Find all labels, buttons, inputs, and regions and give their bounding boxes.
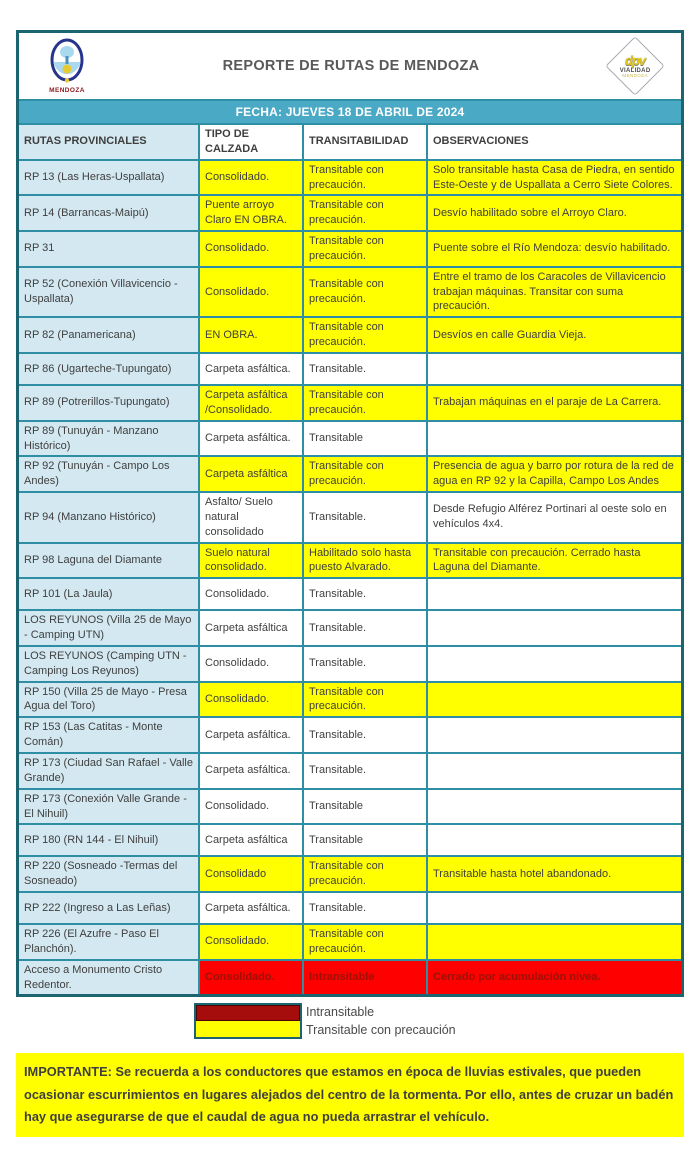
transit-cell: Transitable.	[302, 354, 426, 384]
transit-cell: Transitable con precaución.	[302, 457, 426, 491]
legend-label-precaucion: Transitable con precaución	[306, 1023, 456, 1038]
calzada-cell: Carpeta asfáltica.	[198, 718, 302, 752]
transit-cell: Transitable con precaución.	[302, 386, 426, 420]
vialidad-mendoza-logo	[603, 45, 667, 87]
obs-cell	[426, 790, 681, 824]
calzada-cell: Consolidado.	[198, 790, 302, 824]
obs-cell: Cerrado por acumulación nivea.	[426, 961, 681, 995]
route-cell: RP 173 (Conexión Valle Grande - El Nihuil)	[19, 790, 198, 824]
table-row	[19, 855, 681, 891]
table-row	[19, 959, 681, 995]
transit-cell: Transitable con precaución.	[302, 196, 426, 230]
transit-cell: Transitable con precaución.	[302, 161, 426, 195]
dpv-vialidad-label: VIALIDAD	[619, 67, 651, 74]
page-title: REPORTE DE RUTAS DE MENDOZA	[222, 58, 480, 74]
legend-swatch-intransitable	[196, 1005, 300, 1021]
obs-cell	[426, 893, 681, 923]
route-cell: RP 222 (Ingreso a Las Leñas)	[19, 893, 198, 923]
transit-cell: Transitable con precaución.	[302, 683, 426, 717]
table-row	[19, 420, 681, 456]
column-header-transitabilidad: TRANSITABILIDAD	[302, 125, 426, 159]
obs-cell	[426, 579, 681, 609]
calzada-cell: Carpeta asfáltica	[198, 457, 302, 491]
calzada-cell: Carpeta asfáltica.	[198, 422, 302, 456]
obs-cell: Desde Refugio Alférez Portinari al oeste solo en vehículos 4x4.	[426, 493, 681, 542]
obs-cell: Entre el tramo de los Caracoles de Villavicencio trabajan máquinas. Transitar con suma precaución.	[426, 268, 681, 317]
route-cell: RP 89 (Potrerillos-Tupungato)	[19, 386, 198, 420]
date-bar: FECHA: JUEVES 18 DE ABRIL DE 2024	[19, 99, 681, 125]
route-cell: RP 89 (Tunuyán - Manzano Histórico)	[19, 422, 198, 456]
obs-cell: Desvío habilitado sobre el Arroyo Claro.	[426, 196, 681, 230]
obs-cell: Puente sobre el Río Mendoza: desvío habilitado.	[426, 232, 681, 266]
route-cell: RP 13 (Las Heras-Uspallata)	[19, 161, 198, 195]
calzada-cell: Consolidado	[198, 857, 302, 891]
transit-cell: Transitable	[302, 825, 426, 855]
important-note: IMPORTANTE: Se recuerda a los conductores que estamos en época de lluvias estivales, que pueden ocasionar escurrimientos en lugares alejados del centro de la tormenta. Por ello, antes de cruzar un badén hay que asegurarse de que el caudal de agua no pueda arrastrar el vehículo.	[16, 1053, 684, 1136]
table-row	[19, 609, 681, 645]
table-row	[19, 455, 681, 491]
route-cell: RP 82 (Panamericana)	[19, 318, 198, 352]
calzada-cell: Asfalto/ Suelo natural consolidado	[198, 493, 302, 542]
route-cell: RP 220 (Sosneado -Termas del Sosneado)	[19, 857, 198, 891]
column-header-rutas: RUTAS PROVINCIALES	[19, 125, 198, 159]
dpv-script-text: dpv	[624, 52, 646, 68]
route-cell: RP 94 (Manzano Histórico)	[19, 493, 198, 542]
transit-cell: Habilitado solo hasta puesto Alvarado.	[302, 544, 426, 578]
legend-labels	[306, 1003, 456, 1039]
calzada-cell: Carpeta asfáltica.	[198, 754, 302, 788]
calzada-cell: Consolidado.	[198, 268, 302, 317]
obs-cell: Desvíos en calle Guardia Vieja.	[426, 318, 681, 352]
calzada-cell: Consolidado.	[198, 683, 302, 717]
mendoza-logo	[35, 38, 99, 94]
calzada-cell: Consolidado.	[198, 161, 302, 195]
route-cell: RP 86 (Ugarteche-Tupungato)	[19, 354, 198, 384]
calzada-cell: Consolidado.	[198, 579, 302, 609]
calzada-cell: Carpeta asfáltica	[198, 611, 302, 645]
calzada-cell: Consolidado.	[198, 232, 302, 266]
dpv-mendoza-label: MENDOZA	[622, 72, 648, 78]
table-row	[19, 891, 681, 923]
table-row	[19, 645, 681, 681]
calzada-cell: Carpeta asfáltica.	[198, 354, 302, 384]
calzada-cell: Consolidado.	[198, 925, 302, 959]
route-cell: RP 92 (Tunuyán - Campo Los Andes)	[19, 457, 198, 491]
route-cell: RP 31	[19, 232, 198, 266]
route-cell: LOS REYUNOS (Camping UTN - Camping Los Reyunos)	[19, 647, 198, 681]
table-row	[19, 577, 681, 609]
mendoza-logo-label: MENDOZA	[49, 87, 85, 94]
calzada-cell: Consolidado.	[198, 961, 302, 995]
legend-label-intransitable: Intransitable	[306, 1005, 375, 1020]
obs-cell: Transitable con precaución. Cerrado hasta Laguna del Diamante.	[426, 544, 681, 578]
table-row	[19, 716, 681, 752]
table-row	[19, 788, 681, 824]
table-row	[19, 491, 681, 542]
obs-cell: Trabajan máquinas en el paraje de La Carrera.	[426, 386, 681, 420]
table-row	[19, 923, 681, 959]
transit-cell: Transitable con precaución.	[302, 925, 426, 959]
calzada-cell: Carpeta asfáltica	[198, 825, 302, 855]
calzada-cell: EN OBRA.	[198, 318, 302, 352]
obs-cell	[426, 718, 681, 752]
table-body	[19, 159, 681, 995]
transit-cell: Transitable.	[302, 493, 426, 542]
table-row	[19, 681, 681, 717]
table-header-row	[19, 125, 681, 159]
calzada-cell: Consolidado.	[198, 647, 302, 681]
route-cell: RP 14 (Barrancas-Maipú)	[19, 196, 198, 230]
transit-cell: Transitable.	[302, 754, 426, 788]
column-header-calzada: TIPO DE CALZADA	[198, 125, 302, 159]
obs-cell	[426, 683, 681, 717]
table-row	[19, 266, 681, 317]
legend-swatch-precaucion	[196, 1021, 300, 1037]
route-cell: RP 180 (RN 144 - El Nihuil)	[19, 825, 198, 855]
transit-cell: Transitable	[302, 422, 426, 456]
transit-cell: Transitable.	[302, 893, 426, 923]
obs-cell: Presencia de agua y barro por rotura de la red de agua en RP 92 y la Capilla, Campo Los Andes	[426, 457, 681, 491]
transit-cell: Transitable.	[302, 579, 426, 609]
column-header-observaciones: OBSERVACIONES	[426, 125, 681, 159]
road-report-document	[16, 30, 684, 997]
route-cell: RP 52 (Conexión Villavicencio - Uspallata)	[19, 268, 198, 317]
obs-cell: Solo transitable hasta Casa de Piedra, en sentido Este-Oeste y de Uspallata a Cerro Siete Colores.	[426, 161, 681, 195]
table-row	[19, 752, 681, 788]
transit-cell: Transitable con precaución.	[302, 857, 426, 891]
obs-cell	[426, 825, 681, 855]
legend-box	[194, 1003, 302, 1039]
obs-cell	[426, 647, 681, 681]
calzada-cell: Puente arroyo Claro EN OBRA.	[198, 196, 302, 230]
route-cell: RP 98 Laguna del Diamante	[19, 544, 198, 578]
obs-cell	[426, 354, 681, 384]
transit-cell: Transitable con precaución.	[302, 232, 426, 266]
route-cell: RP 153 (Las Catitas - Monte Comán)	[19, 718, 198, 752]
masthead	[19, 33, 681, 99]
obs-cell	[426, 925, 681, 959]
calzada-cell: Suelo natural consolidado.	[198, 544, 302, 578]
route-cell: Acceso a Monumento Cristo Redentor.	[19, 961, 198, 995]
transit-cell: Transitable.	[302, 718, 426, 752]
route-cell: RP 101 (La Jaula)	[19, 579, 198, 609]
table-row	[19, 352, 681, 384]
table-row	[19, 316, 681, 352]
table-row	[19, 542, 681, 578]
calzada-cell: Carpeta asfáltica /Consolidado.	[198, 386, 302, 420]
obs-cell	[426, 754, 681, 788]
transit-cell: Transitable con precaución.	[302, 268, 426, 317]
route-cell: RP 226 (El Azufre - Paso El Planchón).	[19, 925, 198, 959]
dpv-diamond-icon	[605, 36, 664, 95]
transit-cell: Transitable con precaución.	[302, 318, 426, 352]
transit-cell: Intransitable	[302, 961, 426, 995]
route-cell: LOS REYUNOS (Villa 25 de Mayo - Camping UTN)	[19, 611, 198, 645]
table-row	[19, 194, 681, 230]
obs-cell	[426, 422, 681, 456]
route-cell: RP 150 (Villa 25 de Mayo - Presa Agua del Toro)	[19, 683, 198, 717]
transit-cell: Transitable	[302, 790, 426, 824]
table-row	[19, 230, 681, 266]
legend	[194, 1003, 684, 1039]
table-row	[19, 384, 681, 420]
table-row	[19, 159, 681, 195]
calzada-cell: Carpeta asfáltica.	[198, 893, 302, 923]
obs-cell	[426, 611, 681, 645]
transit-cell: Transitable.	[302, 647, 426, 681]
transit-cell: Transitable.	[302, 611, 426, 645]
table-row	[19, 823, 681, 855]
mendoza-shield-icon	[48, 38, 86, 86]
obs-cell: Transitable hasta hotel abandonado.	[426, 857, 681, 891]
route-cell: RP 173 (Ciudad San Rafael - Valle Grande)	[19, 754, 198, 788]
